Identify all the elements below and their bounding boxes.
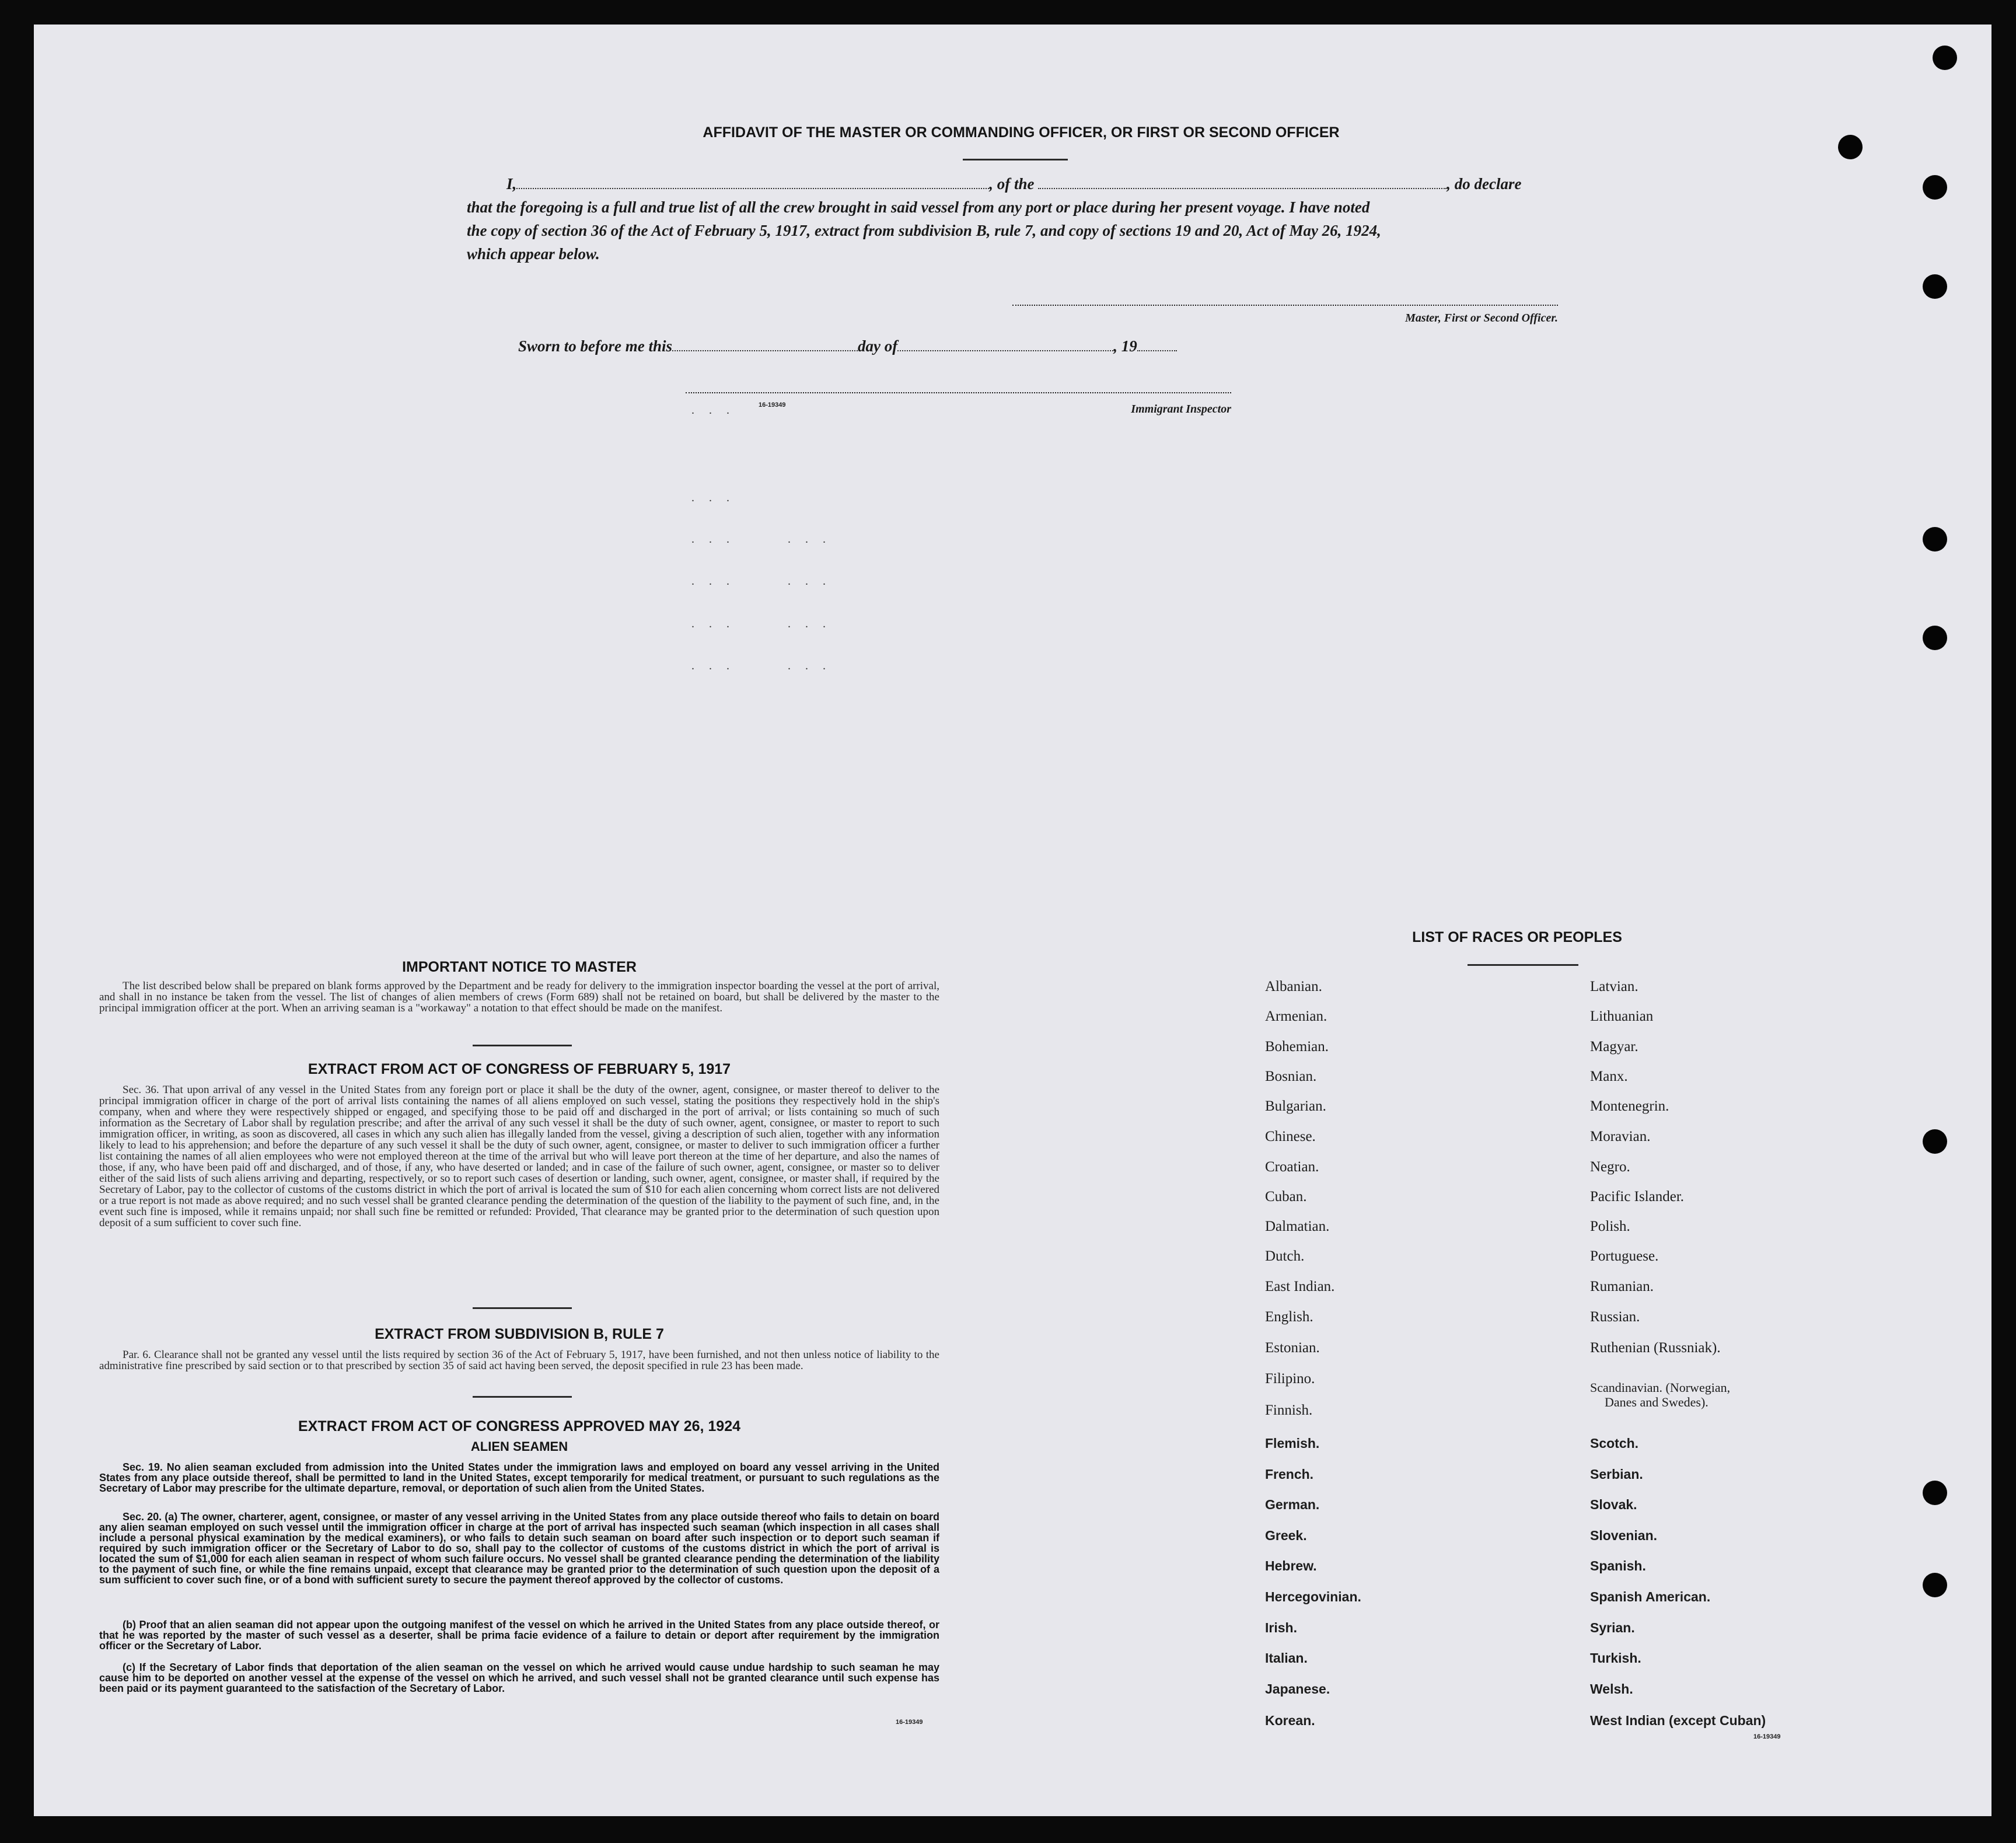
- race-item: Armenian.: [1265, 1008, 1327, 1024]
- bleed-through-marks: . . . . . .: [691, 659, 831, 672]
- race-item: Magyar.: [1590, 1039, 1638, 1055]
- affidavit-declaration-line: [506, 175, 1563, 193]
- race-item: Bosnian.: [1265, 1069, 1317, 1084]
- sworn-day-field[interactable]: [672, 350, 858, 351]
- race-item: Irish.: [1265, 1620, 1297, 1635]
- race-item: Chinese.: [1265, 1129, 1316, 1144]
- race-item: Scandinavian. (Norwegian,: [1590, 1380, 1731, 1395]
- form-number-top: 16-19349: [759, 402, 786, 409]
- race-item: Portuguese.: [1590, 1248, 1659, 1264]
- race-item: Scotch.: [1590, 1436, 1639, 1451]
- bleed-through-marks: . . . . . .: [691, 617, 831, 630]
- bleed-through-marks: . . .: [691, 491, 735, 504]
- extract-1917-text: Sec. 36. That upon arrival of any vessel in the United States from any foreign port or place it shall be the duty of the owner, agent, consignee, or master thereof to deliver to the principal immigration officer in charge of the port of arrival lists containing the names of all aliens employed on such vessel, stating the positions they respectively hold in the ship's company, when and where they were respectively shipped or engaged, and specifying those to be paid off and discharged in the port of arrival; or lists containing so much of such information as the Secretary of Labor shall by regulation prescribe; and after the arrival of any such vessel it shall be the duty of such owner, agent, consignee, or master to report to such immigration officer, in writing, as soon as discovered, all cases in which any such alien has illegally landed from the vessel, giving a description of such alien, together with any information likely to lead to his apprehension; and before the departure of any such vessel it shall be the duty of such owner, agent, consignee, or master to deliver to such immigration officer a further list containing the names of all alien employees who were not employed thereon at the time of the arrival but who will leave port thereon at the time of her departure, and also the names of those, if any, who have been paid off and discharged, and of those, if any, who have deserted or landed; and in case of the failure of such owner, agent, consignee, or master so to deliver either of the said lists of such aliens arriving and departing, respectively, or so to report such cases of desertion or landing, such owner, agent, consignee, or master shall, if required by the Secretary of Labor, pay to the collector of customs of the customs district in which the port of arrival is located the sum of $10 for each alien concerning whom correct lists are not delivered or a true report is not made as above required; and no such vessel shall be granted clearance pending the determination of the question of the liability to the payment of such fine, and, in the event such fine is imposed, while it remains unpaid; nor shall such fine be remitted or refunded: Provided, That clearance may be granted prior to the determination of such question upon deposit of a sum sufficient to cover such fine.: [99, 1084, 939, 1229]
- declare-label: , do declare: [1447, 175, 1522, 193]
- race-item: Korean.: [1265, 1713, 1315, 1728]
- race-item: Rumanian.: [1590, 1279, 1654, 1294]
- race-item: Lithuanian: [1590, 1008, 1654, 1024]
- race-item: English.: [1265, 1309, 1313, 1325]
- punch-hole: [1923, 1481, 1947, 1505]
- race-item: Bulgarian.: [1265, 1098, 1326, 1114]
- alien-seamen-subtitle: ALIEN SEAMEN: [470, 1439, 568, 1454]
- sec20c-text: (c) If the Secretary of Labor finds that deportation of the alien seaman on the vessel on which he arrived would cause undue hardship to such seaman he may cause him to be deported on another vessel at the expense of the vessel on which he arrived, and such vessel shall not be granted clearance until such expense has been paid or its payment guaranteed to the satisfaction of the Secretary of Labor.: [99, 1662, 939, 1694]
- race-item: Hebrew.: [1265, 1558, 1317, 1573]
- race-item: Bohemian.: [1265, 1039, 1329, 1055]
- race-item: Polish.: [1590, 1219, 1630, 1234]
- race-item: Moravian.: [1590, 1129, 1651, 1144]
- section-divider: [473, 1045, 572, 1046]
- race-item: Montenegrin.: [1590, 1098, 1669, 1114]
- race-item: Slovenian.: [1590, 1528, 1658, 1543]
- race-item: Slovak.: [1590, 1497, 1637, 1512]
- sworn-year-field[interactable]: [1137, 350, 1177, 351]
- punch-hole: [1923, 527, 1947, 551]
- race-item: Albanian.: [1265, 979, 1322, 994]
- form-number-left: 16-19349: [896, 1719, 923, 1726]
- race-item: Pacific Islander.: [1590, 1189, 1685, 1205]
- races-title-underline: [1468, 964, 1578, 966]
- race-item: Finnish.: [1265, 1402, 1313, 1418]
- form-number-right: 16-19349: [1753, 1733, 1781, 1740]
- race-item: Spanish American.: [1590, 1589, 1711, 1604]
- affidavit-statement-1: that the foregoing is a full and true list of all the crew brought in said vessel from any port or place during her present voyage. I have noted: [467, 198, 1370, 216]
- section-divider: [473, 1396, 572, 1398]
- race-item: Spanish.: [1590, 1558, 1646, 1573]
- punch-hole: [1933, 46, 1957, 70]
- year-label: , 19: [1113, 337, 1137, 355]
- bleed-through-marks: . . .: [691, 404, 735, 417]
- race-item: Flemish.: [1265, 1436, 1320, 1451]
- race-item: Negro.: [1590, 1159, 1630, 1175]
- extract-1924-title: EXTRACT FROM ACT OF CONGRESS APPROVED MAY 26, 1924: [298, 1418, 741, 1434]
- affidavit-statement-2: the copy of section 36 of the Act of February 5, 1917, extract from subdivision B, rule 7, and copy of sections 19 and 20, Act of May 26, 1924,: [467, 222, 1381, 239]
- vessel-field[interactable]: [1038, 187, 1447, 189]
- race-item: Ruthenian (Russniak).: [1590, 1340, 1721, 1356]
- inspector-signature-line[interactable]: [686, 392, 1231, 393]
- title-underline: [963, 159, 1068, 160]
- race-item: Hercegovinian.: [1265, 1589, 1361, 1604]
- sworn-line: [518, 337, 1177, 355]
- race-item: Turkish.: [1590, 1650, 1641, 1666]
- race-item: Serbian.: [1590, 1467, 1643, 1482]
- race-item: Cuban.: [1265, 1189, 1307, 1205]
- race-item: West Indian (except Cuban): [1590, 1713, 1766, 1728]
- race-item: East Indian.: [1265, 1279, 1335, 1294]
- notice-title: IMPORTANT NOTICE TO MASTER: [402, 959, 637, 975]
- sec20a-text: Sec. 20. (a) The owner, charterer, agent, consignee, or master of any vessel arriving in the United States from any place outside thereof who fails to detain on board any alien seaman employed on such vessel until the immigration officer in charge at the port of arrival has inspected such seaman (which inspection in all cases shall include a personal physical examination by the medical examiners), or who fails to detain such seaman on board after such inspection or to deport such seaman if required by such immigration officer or the Secretary of Labor to do so, shall pay to the collector of customs of the customs district in which the port of arrival is located the sum of $1,000 for each alien seaman in respect of whom such failure occurs. No vessel shall be granted clearance pending the determination of the liability to the payment of such fine, or while the fine remains unpaid, except that clearance may be granted prior to the determination of such question upon the deposit of a sum sufficient to cover such fine, or of a bond with sufficient surety to secure the payment thereof approved by the collector of customs.: [99, 1511, 939, 1586]
- races-title: LIST OF RACES OR PEOPLES: [1412, 929, 1622, 945]
- race-item: Manx.: [1590, 1069, 1628, 1084]
- sworn-month-field[interactable]: [897, 350, 1113, 351]
- race-item: Greek.: [1265, 1528, 1307, 1543]
- race-item: Estonian.: [1265, 1340, 1320, 1356]
- race-item: Welsh.: [1590, 1681, 1633, 1697]
- race-item: Dutch.: [1265, 1248, 1305, 1264]
- affidavit-statement-3: which appear below.: [467, 245, 600, 263]
- punch-hole: [1923, 1129, 1947, 1154]
- day-of-label: day of: [858, 337, 898, 355]
- race-item: Dalmatian.: [1265, 1219, 1330, 1234]
- signature-caption: Master, First or Second Officer.: [1405, 312, 1558, 324]
- notice-text: The list described below shall be prepared on blank forms approved by the Department and be ready for delivery to the immigration inspector boarding the vessel at the port of arrival, and shall in no instance be taken from the vessel. The list of changes of alien members of crews (Form 689) shall not be retained on board, but shall be delivered by the master to the principal immigration officer at the port. When an arriving seaman is a "workaway" a notation to that effect should be made on the manifest.: [99, 980, 939, 1014]
- extract-rule7-text: Par. 6. Clearance shall not be granted any vessel until the lists required by section 36 of the Act of February 5, 1917, have been furnished, and not then unless notice of liability to the administrative fine prescribed by said section or to that prescribed by section 35 of said act having been served, the deposit specified in rule 23 has been made.: [99, 1349, 939, 1372]
- extract-rule7-title: EXTRACT FROM SUBDIVISION B, RULE 7: [375, 1326, 664, 1342]
- punch-hole: [1923, 274, 1947, 299]
- punch-hole: [1838, 135, 1863, 159]
- race-item: Latvian.: [1590, 979, 1638, 994]
- affidavit-title: AFFIDAVIT OF THE MASTER OR COMMANDING OFFICER, OR FIRST OR SECOND OFFICER: [703, 124, 1340, 141]
- race-item: Syrian.: [1590, 1620, 1635, 1635]
- race-item: French.: [1265, 1467, 1314, 1482]
- bleed-through-marks: . . . . . .: [691, 533, 831, 546]
- signature-line[interactable]: [1012, 305, 1558, 306]
- extract-1917-title: EXTRACT FROM ACT OF CONGRESS OF FEBRUARY 5, 1917: [308, 1061, 731, 1077]
- punch-hole: [1923, 626, 1947, 650]
- race-item: German.: [1265, 1497, 1320, 1512]
- punch-hole: [1923, 175, 1947, 200]
- name-field[interactable]: [516, 187, 989, 189]
- race-item: Italian.: [1265, 1650, 1308, 1666]
- section-divider: [473, 1307, 572, 1309]
- bleed-through-marks: . . . . . .: [691, 575, 831, 588]
- inspector-caption: Immigrant Inspector: [1131, 403, 1231, 416]
- race-item: Croatian.: [1265, 1159, 1319, 1175]
- i-label: I,: [506, 175, 517, 193]
- punch-hole: [1923, 1573, 1947, 1597]
- race-item: Danes and Swedes).: [1605, 1395, 1708, 1409]
- sworn-label: Sworn to before me this: [518, 337, 673, 355]
- race-item: Japanese.: [1265, 1681, 1330, 1697]
- of-the-label: , of the: [989, 175, 1035, 193]
- sec19-text: Sec. 19. No alien seaman excluded from admission into the United States under the immigration laws and employed on board any vessel arriving in the United States from any place outside thereof, shall be permitted to land in the United States, except temporarily for medical treatment, or pursuant to such regulations as the Secretary of Labor may prescribe for the ultimate departure, removal, or deportation of such alien from the United States.: [99, 1461, 939, 1494]
- sec20b-text: (b) Proof that an alien seaman did not appear upon the outgoing manifest of the vessel on which he arrived in the United States from any place outside thereof, or that he was reported by the master of such vessel as a deserter, shall be prima facie evidence of a failure to detain or deport after requirement by the immigration officer or the Secretary of Labor.: [99, 1619, 939, 1652]
- race-item: Russian.: [1590, 1309, 1640, 1325]
- race-item: Filipino.: [1265, 1371, 1315, 1387]
